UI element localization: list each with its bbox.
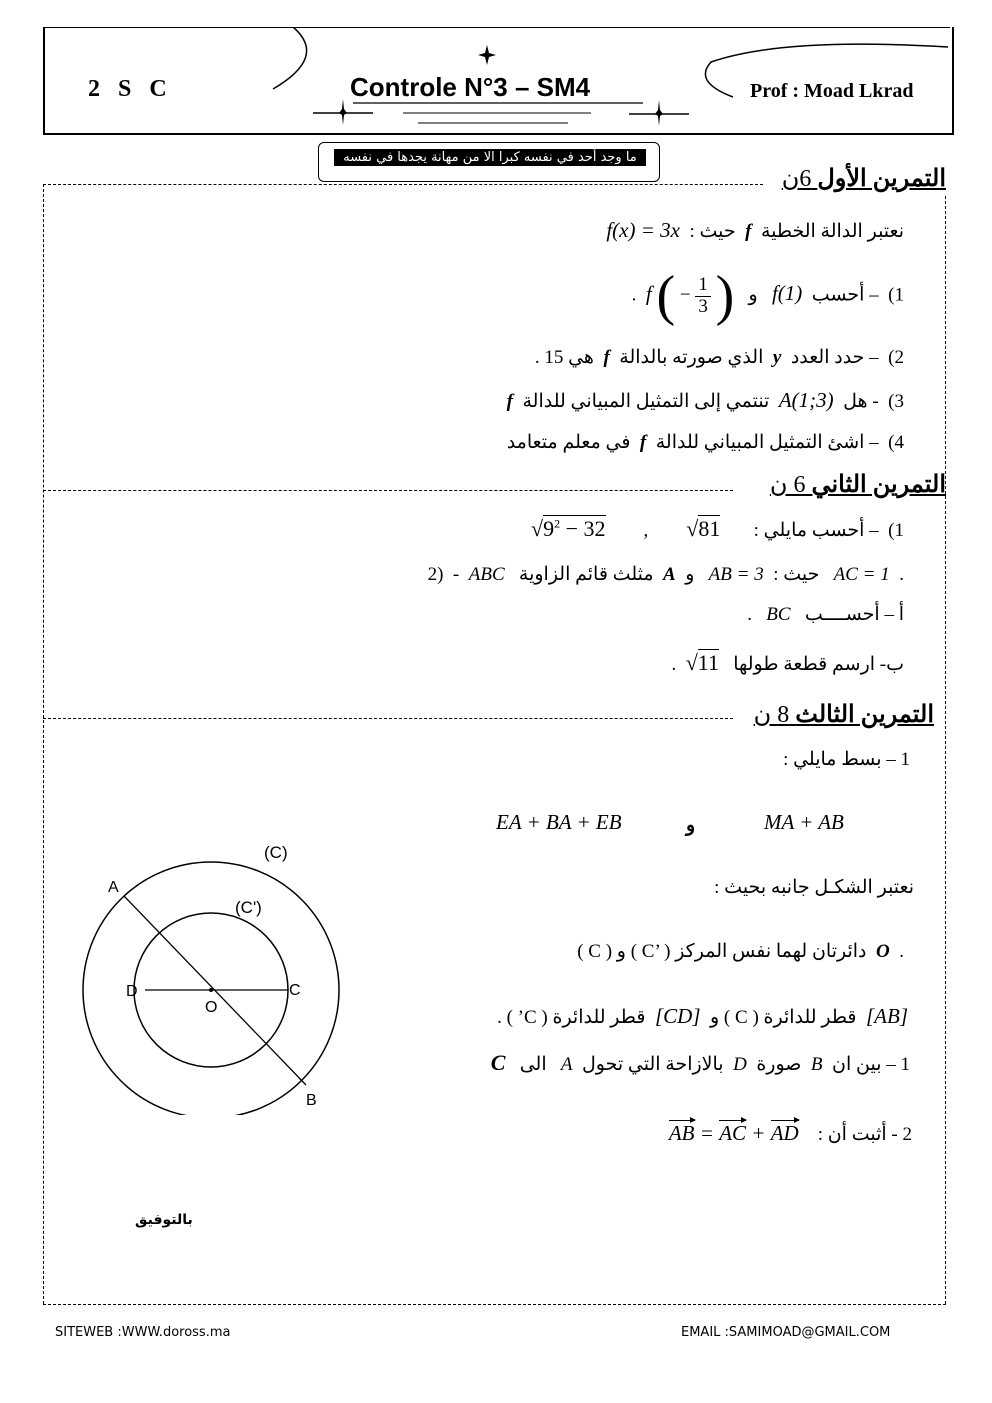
ex3-p1-a: A: [560, 1054, 573, 1075]
ex3-p2-text: 2 - أثبت أن :: [817, 1124, 912, 1145]
ex1-q3-f: f: [506, 391, 513, 412]
ex1-top-border: [43, 184, 763, 185]
ex1-q1-num: 1): [888, 284, 904, 306]
frame-bottom-border: [43, 1304, 946, 1305]
ex1-intro-f: f: [745, 221, 752, 242]
label-point-B: B: [306, 1092, 317, 1109]
right-paren: ): [715, 265, 735, 327]
ex2-q2-abc: ABC: [468, 564, 505, 585]
ex2-q2-num: 2): [427, 564, 444, 585]
ex3-c1: [577, 940, 904, 963]
ex1-q1-f: f: [645, 281, 652, 306]
ex1-heading-points: 6ن: [781, 166, 812, 192]
left-paren: (: [656, 265, 676, 327]
ex2-q1: [531, 516, 904, 542]
ex3-c2-text2: قطر للدائرة ( C’ ) .: [497, 1007, 646, 1028]
ex3-expr2: EA + BA + EB: [496, 810, 622, 834]
ex2-q1-rad2-exp: 2: [554, 516, 561, 531]
signoff: بالتوفيق: [135, 1212, 193, 1228]
ex2-q1-rad1-value: 81: [698, 516, 721, 541]
ex1-q1-text: – أحسب: [811, 284, 879, 306]
ex1-q4-f: f: [639, 432, 647, 453]
ex3-expr-and: و: [686, 815, 696, 836]
ex2-top-border: [43, 490, 733, 491]
ex2-qb-text: ب- ارسم قطعة طولها: [733, 654, 904, 675]
center-point: [209, 988, 213, 992]
ex3-c1-o: O: [876, 941, 890, 962]
ex2-qa: [747, 603, 904, 626]
quote-text: ما وجد أحد في نفسه كبرا الا من مهانة يجدها في نفسه: [334, 149, 646, 166]
ex1-q1-frac-den: 3: [698, 295, 708, 317]
ex1-intro-where: حيث :: [689, 221, 736, 242]
ex2-heading-label: التمرين الثاني: [811, 472, 946, 498]
ex1-q3-point: A(1;3): [778, 388, 834, 412]
ex2-q1-rad2-rest: − 32: [560, 516, 606, 541]
ex3-p2-ad: AD: [770, 1121, 799, 1145]
star-top-icon: [478, 45, 496, 65]
ex3-c2-text: قطر للدائرة ( C ) و: [710, 1007, 857, 1028]
ex3-p2-ab: AB: [668, 1121, 695, 1145]
ex2-q1-num: 1): [888, 520, 904, 541]
ex2-q1-rad2: $√9^2 - 32$: [531, 516, 606, 541]
ex1-q3-num: 3): [888, 391, 904, 412]
ex1-intro: [606, 218, 904, 243]
ex2-q2-ac: AC = 1: [833, 564, 890, 585]
ex1-q2-y: y: [772, 347, 782, 368]
label-point-O: O: [205, 999, 218, 1016]
ex3-p1-c: C: [490, 1050, 506, 1075]
ex1-heading-label: التمرين الأول: [817, 166, 946, 192]
ex3-c1-text: ( C ) و ( C’ ) دائرتان لهما نفس المركز: [577, 941, 867, 962]
ex1-q1-fraction: [695, 275, 711, 318]
ex2-q2-text: -: [452, 564, 460, 585]
ex1-q1-f-third: [645, 265, 735, 327]
ex2-qa-bc: BC: [766, 604, 791, 625]
ex2-q2-and: و: [685, 564, 695, 585]
ex3-p2-equation: AB = AC + AD: [668, 1121, 799, 1145]
ex3-heading-points: 8 ن: [753, 702, 790, 728]
ex3-p1: [491, 1050, 910, 1076]
ex3-p1-text: 1 – بين ان: [832, 1054, 910, 1075]
ex3-heading-label: التمرين الثالث: [795, 702, 934, 728]
label-point-A: A: [108, 879, 119, 896]
ex1-q1-frac-num: 1: [695, 275, 711, 297]
label-circle-C-prime: (C'): [235, 898, 262, 917]
ex1-q1-and: و: [748, 284, 758, 306]
label-point-C: C: [289, 982, 301, 999]
ex1-q1: [631, 265, 904, 327]
ex1-q2-num: 2): [888, 347, 904, 368]
ex1-heading: [782, 164, 946, 193]
ex3-c1-end: .: [899, 941, 904, 962]
ex1-q1-f1: f(1): [771, 281, 803, 306]
ex2-qa-end: .: [747, 604, 753, 625]
ex1-q3: [507, 388, 904, 413]
ex1-q2-text2: الذي صورته بالدالة: [619, 347, 764, 368]
teacher-name: Prof : Moad Lkrad: [750, 80, 914, 102]
ex3-p1-b: B: [810, 1054, 823, 1075]
ex1-q4-text2: في معلم متعامد: [506, 432, 631, 453]
ex2-q2-text2: مثلث قائم الزاوية: [518, 564, 654, 585]
ex3-p1-d: D: [733, 1054, 747, 1075]
ex2-q1-text: – أحسب مايلي :: [753, 520, 879, 541]
ex2-q2: [428, 563, 904, 586]
ex3-expr1: MA + AB: [764, 810, 844, 834]
label-point-D: D: [126, 983, 138, 1000]
page-title: Controle N°3 – SM4: [350, 72, 591, 102]
ex2-q2-end: .: [899, 564, 904, 585]
ex3-c2: [497, 1004, 908, 1029]
ex3-p2: [669, 1120, 912, 1146]
circles-figure: [80, 835, 380, 1115]
ex1-intro-formula: f(x) = 3x: [606, 218, 680, 242]
ex1-q2-text3: هي 15 .: [534, 347, 594, 368]
ex1-intro-text: نعتبر الدالة الخطية: [760, 221, 904, 242]
ex2-qa-text: أ – أحســــب: [804, 604, 904, 625]
ex2-q1-rad1: √81: [686, 516, 721, 541]
ex2-qb-rad: √11: [685, 650, 719, 675]
ex3-c2-ab: [AB]: [866, 1004, 908, 1028]
ex2-q1-comma: ,: [643, 520, 649, 541]
ex2-q1-rad2-body: [543, 515, 605, 541]
ex2-qb: [671, 650, 904, 676]
ex1-q2-text: – حدد العدد: [790, 347, 879, 368]
ex1-q1-end: .: [631, 284, 637, 306]
ex3-p2-ac: AC: [719, 1121, 747, 1145]
ex2-qb-end: .: [671, 654, 677, 675]
ex2-q2-ab: AB = 3: [708, 564, 764, 585]
ex3-heading: [754, 700, 934, 729]
footer-email: EMAIL :SAMIMOAD@GMAIL.COM: [681, 1325, 891, 1340]
frame-right-border: [945, 196, 946, 1304]
ex2-q1-rad2-base: 9: [543, 516, 555, 541]
ex2-heading-points: 6 ن: [769, 472, 806, 498]
ex3-s1: 1 – بسط مايلي :: [783, 749, 910, 770]
ex2-heading: [770, 470, 946, 499]
ex2-qb-rad-value: 11: [697, 650, 719, 675]
ex1-q3-text2: تنتمي إلى التمثيل المبياني للدالة: [522, 391, 770, 412]
ex1-q2-f: f: [603, 347, 610, 368]
frame-left-border: [43, 184, 44, 1304]
left-curl: [43, 27, 307, 89]
ex3-top-border: [43, 718, 733, 719]
ex2-q2-A: A: [663, 564, 676, 585]
ex3-p1-text4: الى: [519, 1054, 547, 1075]
ex3-p1-text2: صورة: [756, 1054, 802, 1075]
footer-site: SITEWEB :WWW.doross.ma: [55, 1325, 231, 1340]
ex3-intro: نعتبر الشكـل جانبه بحيث :: [714, 877, 914, 898]
ex1-q3-text: - هل: [843, 391, 879, 412]
ex1-q2: [535, 346, 904, 369]
star-right-icon: [655, 100, 663, 126]
ex2-q2-text3: حيث :: [773, 564, 820, 585]
star-left-icon: [339, 99, 347, 125]
ex3-c2-cd: [CD]: [654, 1004, 701, 1028]
label-circle-C: (C): [264, 843, 288, 862]
class-label: 2 S C: [88, 76, 173, 102]
ex1-q4-num: 4): [888, 432, 904, 453]
ex3-p1-text3: بالازاحة التي تحول: [581, 1054, 724, 1075]
ex1-q4: [507, 431, 904, 454]
ex1-q4-text: – اشئ التمثيل المبياني للدالة: [655, 432, 879, 453]
ex1-q1-minus: −: [679, 284, 691, 306]
